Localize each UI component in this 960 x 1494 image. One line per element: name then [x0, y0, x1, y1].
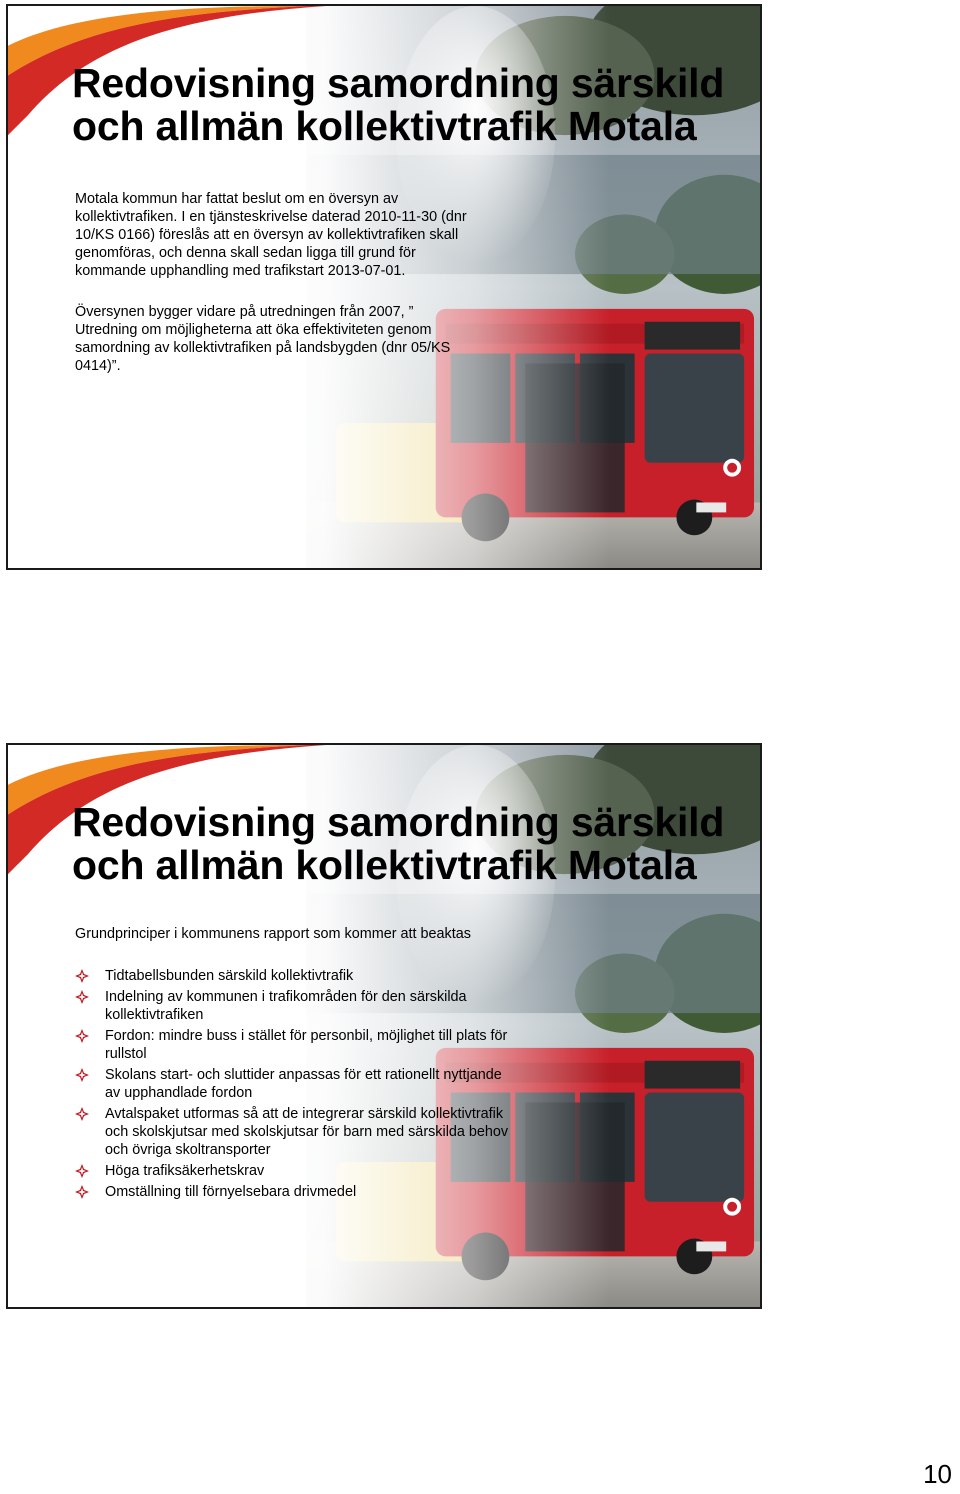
text-line: Översynen bygger vidare på utredningen från 2007, ”: [75, 304, 414, 320]
list-item-line: och övriga skoltransporter: [105, 1142, 271, 1158]
slide-1: [6, 4, 762, 570]
text-line: 0414)”.: [75, 358, 121, 374]
diamond-bullet-icon: [75, 1164, 89, 1178]
list-item-line: Skolans start- och sluttider anpassas för ett rationellt nyttjande: [105, 1067, 502, 1083]
paragraph-decision: [75, 190, 495, 280]
list-item-line: och skolskjutsar med skolskjutsar för barn med särskilda behov: [105, 1124, 509, 1140]
list-item-line: Avtalspaket utformas så att de integrerar särskild kollektivtrafik: [105, 1106, 504, 1122]
text-line: Motala kommun har fattat beslut om en översyn av: [75, 191, 399, 207]
list-item-line: kollektivtrafiken: [105, 1007, 204, 1023]
title-line-1: Redovisning samordning särskild: [72, 60, 725, 106]
list-item-line: Fordon: mindre buss i stället för personbil, möjlighet till plats för: [105, 1028, 508, 1044]
list-item-line: Indelning av kommunen i trafikområden för den särskilda: [105, 989, 467, 1005]
list-item-line: Höga trafiksäkerhetskrav: [105, 1163, 265, 1179]
principles-list: [75, 967, 535, 1204]
page-number: 10: [923, 1459, 952, 1489]
intro-text: Grundprinciper i kommunens rapport som kommer att beaktas: [75, 926, 471, 942]
list-item: [75, 1105, 535, 1159]
list-item: [75, 1066, 535, 1102]
slide-title: [72, 801, 724, 887]
slide-title: [72, 62, 724, 148]
list-item: [75, 988, 535, 1024]
diamond-bullet-icon: [75, 990, 89, 1004]
text-line: 10/KS 0166) föreslås att en översyn av kollektivtrafiken skall: [75, 227, 459, 243]
text-line: Utredning om möjligheterna att öka effektiviteten genom: [75, 322, 432, 338]
title-line-1: Redovisning samordning särskild: [72, 799, 725, 845]
title-line-2: och allmän kollektivtrafik Motala: [72, 842, 697, 888]
text-line: genomföras, och denna skall sedan ligga till grund för: [75, 245, 416, 261]
text-line: kommande upphandling med trafikstart 2013-07-01.: [75, 263, 406, 279]
diamond-bullet-icon: [75, 969, 89, 983]
title-line-2: och allmän kollektivtrafik Motala: [72, 103, 697, 149]
diamond-bullet-icon: [75, 1185, 89, 1199]
diamond-bullet-icon: [75, 1068, 89, 1082]
list-item: [75, 1027, 535, 1063]
diamond-bullet-icon: [75, 1029, 89, 1043]
text-line: samordning av kollektivtrafiken på landsbygden (dnr 05/KS: [75, 340, 451, 356]
diamond-bullet-icon: [75, 1107, 89, 1121]
text-line: kollektivtrafiken. I en tjänsteskrivelse daterad 2010-11-30 (dnr: [75, 209, 467, 225]
list-item: [75, 1183, 535, 1201]
list-item-line: av upphandlade fordon: [105, 1085, 253, 1101]
list-item-line: Tidtabellsbunden särskild kollektivtrafik: [105, 968, 354, 984]
list-item: [75, 967, 535, 985]
list-item: [75, 1162, 535, 1180]
paragraph-study-reference: [75, 303, 495, 375]
list-item-line: Omställning till förnyelsebara drivmedel: [105, 1184, 357, 1200]
list-item-line: rullstol: [105, 1046, 147, 1062]
slide-2: [6, 743, 762, 1309]
